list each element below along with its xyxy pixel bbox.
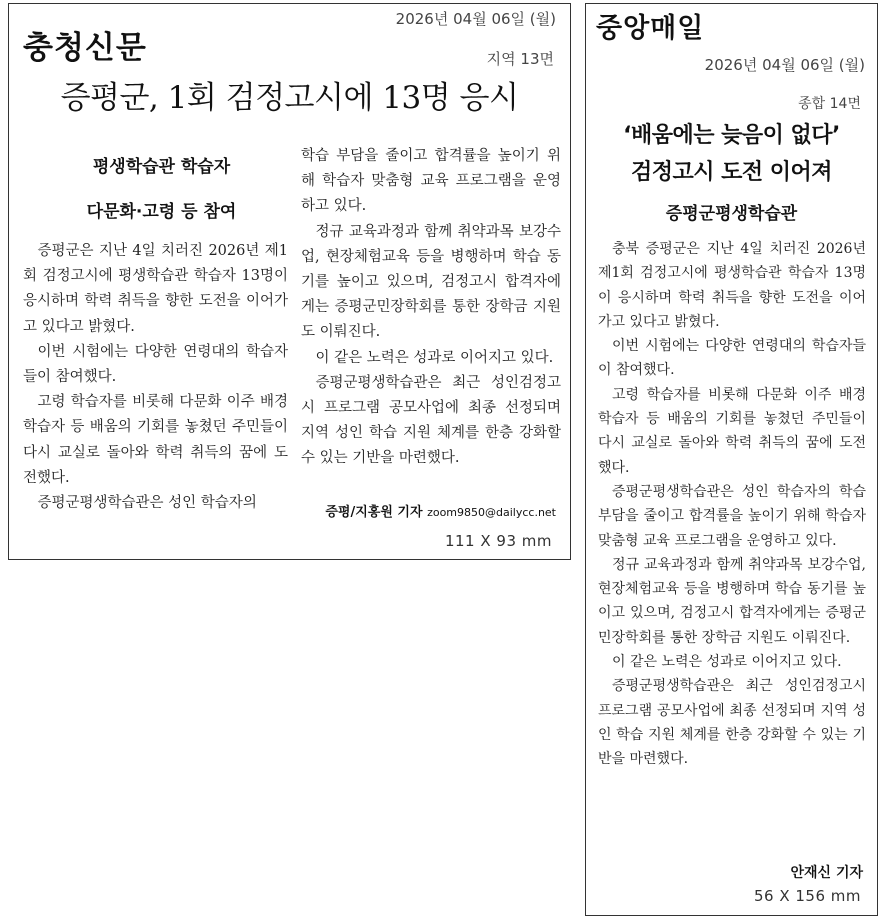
publish-date: 2026년 04월 06일 (월) — [704, 56, 865, 74]
article-paragraph: 증평군평생학습관은 최근 성인검정고시 프로그램 공모사업에 최종 선정되며 지역 성인 학습 지원 체계를 한층 강화할 수 있는 기반을 마련했다. — [301, 374, 561, 467]
article-column-2 — [301, 144, 561, 472]
article-paragraph: 이번 시험에는 다양한 연령대의 학습자들이 참여했다. — [598, 338, 866, 379]
section-page: 지역 13면 — [486, 50, 554, 68]
subheadline: 다문화·고령 등 참여 — [86, 202, 237, 222]
article-paragraph: 증평군은 지난 4일 치러진 2026년 제1회 검정고시에 평생학습관 학습자 13명이 응시하며 학력 취득을 향한 도전을 이어가고 있다고 밝혔다. — [23, 243, 288, 335]
article-paragraph: 이 같은 노력은 성과로 이어지고 있다. — [315, 349, 554, 366]
article-paragraph: 고령 학습자를 비롯해 다문화 이주 배경 학습자 등 배움의 기회를 놓쳤던 주민들이 다시 교실로 돌아와 학력 취득의 꿈에 도전했다. — [23, 394, 288, 486]
headline: ‘배움에는 늦음이 없다’ — [623, 123, 840, 148]
newspaper-name: 충청신문 — [23, 30, 147, 66]
section-page: 종합 14면 — [798, 96, 861, 112]
headline: 검정고시 도전 이어져 — [630, 160, 833, 185]
article-paragraph: 이 같은 노력은 성과로 이어지고 있다. — [612, 654, 842, 671]
byline — [325, 501, 556, 520]
article-paragraph: 정규 교육과정과 함께 취약과목 보강수업, 현장체험교육 등을 병행하며 학습 동기를 높이고 있으며, 검정고시 합격자에게는 증평군민장학회를 통한 장학금 지원도 이뤄진다. — [301, 223, 561, 341]
headline: 증평군, 1회 검정고시에 13명 응시 — [60, 80, 519, 116]
article-paragraph: 이번 시험에는 다양한 연령대의 학습자들이 참여했다. — [23, 343, 288, 386]
publish-date: 2026년 04월 06일 (월) — [395, 10, 556, 28]
news-clipping-chungcheong — [8, 3, 571, 560]
clipping-size: 111 X 93 mm — [444, 532, 552, 550]
byline: 안재신 기자 — [790, 865, 863, 881]
article-paragraph: 증평군평생학습관은 최근 성인검정고시 프로그램 공모사업에 최종 선정되며 지역 성인 학습 지원 체계를 한층 강화할 수 있는 기반을 마련했다. — [598, 678, 866, 768]
subheadline: 평생학습관 학습자 — [92, 157, 231, 177]
reporter-name: 증평/지홍원 기자 — [325, 505, 423, 520]
article-paragraph: 충북 증평군은 지난 4일 치러진 2026년 제1회 검정고시에 평생학습관 학습자 13명이 응시하며 학력 취득을 향한 도전을 이어가고 있다고 밝혔다. — [598, 241, 866, 330]
reporter-email: zoom9850@dailycc.net — [427, 506, 556, 519]
subheadline: 증평군평생학습관 — [665, 204, 798, 224]
clipping-size: 56 X 156 mm — [753, 887, 861, 905]
article-paragraph: 증평군평생학습관은 성인 학습자의 학습 부담을 줄이고 합격률을 높이기 위해 학습자 맞춤형 교육 프로그램을 운영하고 있다. — [598, 483, 866, 549]
article-paragraph: 증평군평생학습관은 성인 학습자의 — [37, 495, 257, 512]
article-paragraph: 학습 부담을 줄이고 합격률을 높이기 위해 학습자 맞춤형 교육 프로그램을 운영하고 있다. — [301, 148, 561, 215]
newspaper-name: 중앙매일 — [596, 13, 705, 44]
article-paragraph: 고령 학습자를 비롯해 다문화 이주 배경 학습자 등 배움의 기회를 놓쳤던 주민들이 다시 교실로 돌아와 학력 취득의 꿈에 도전했다. — [598, 386, 866, 476]
article-column-1 — [23, 239, 288, 516]
article-column — [598, 237, 866, 772]
article-paragraph: 정규 교육과정과 함께 취약과목 보강수업, 현장체험교육 등을 병행하며 학습 동기를 높이고 있으며, 검정고시 합격자에게는 증평군민장학회를 통한 장학금 지원도 이뤄진다. — [598, 556, 866, 646]
news-clipping-jungang — [585, 3, 878, 916]
